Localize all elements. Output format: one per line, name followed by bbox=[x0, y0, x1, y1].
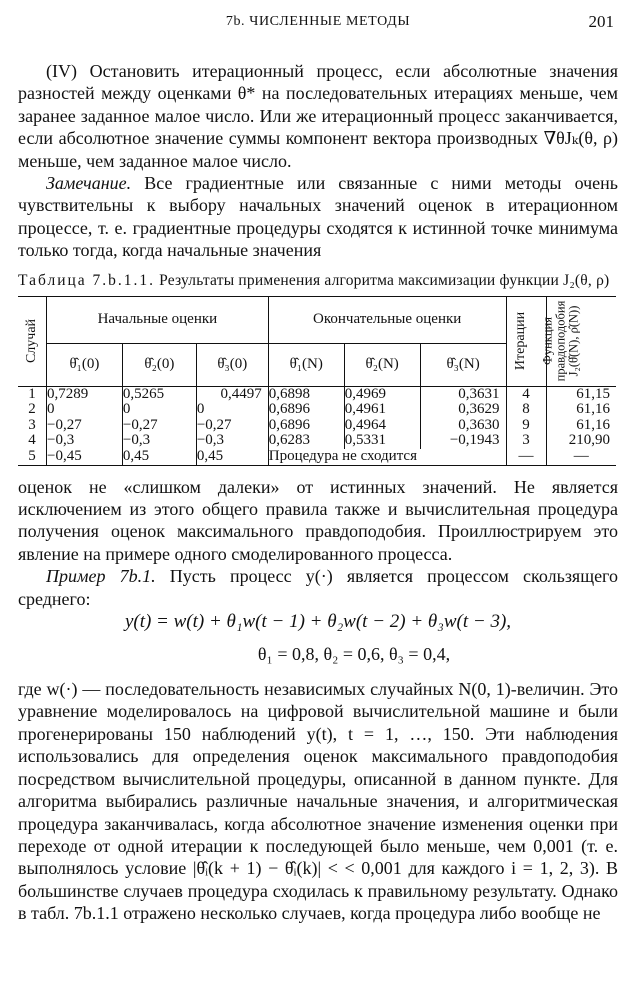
running-head bbox=[18, 8, 618, 34]
col-header-iterations: Итерации bbox=[506, 296, 546, 386]
example-label: Пример 7b.1. bbox=[46, 566, 156, 587]
table-row: 5 −0,45 0,45 0,45 Процедура не сходится — — bbox=[18, 449, 616, 465]
table-row: 1 0,7289 0,5265 0,4497 0,6898 0,4969 0,3631 4 61,15 bbox=[18, 386, 616, 402]
sub-header-initial-3: θ̂₃(0) bbox=[196, 343, 268, 386]
paragraph-example bbox=[18, 565, 618, 610]
col-header-case: Случай bbox=[18, 296, 47, 386]
paragraph-simulation: где w(·) — последовательность независимых случайных N(0, 1)-величин. Это уравнение моделировалось на цифровой вычислительной машине и были прогенерированы 150 наблюдений y(t), t = 1, …, 150. Эти наблюдения использовались для определения оценок максимального правдоподобия посредством вычислительной процедуры, описанной в данном пункте. Для алгоритма выбирались различные начальные значения, и алгоритмическая процедура заканчивалась, когда абсолютное значение изменения оценки при переходе от одной итерации к последующей было меньше, чем 0,001 (т. е. выполнялось условие |θ̂ᵢ(k + 1) − θ̂ᵢ(k)| < < 0,001 для каждого i = 1, 2, 3). В большинстве случаев процедура сходилась к правильному результату. Однако в табл. 7b.1.1 отражено несколько случаев, когда процедура либо вообще не bbox=[18, 679, 618, 924]
equation-ma-process: y(t) = w(t) + θ₁w(t − 1) + θ₂w(t − 2) + θ₃w(t − 3), bbox=[124, 611, 512, 633]
table-row: 3 −0,27 −0,27 −0,27 0,6896 0,4964 0,3630 9 61,16 bbox=[18, 418, 616, 434]
sub-header-final-1: θ̂₁(N) bbox=[268, 343, 344, 386]
equation-parameters: θ₁ = 0,8, θ₂ = 0,6, θ₃ = 0,4, bbox=[257, 644, 451, 665]
table-row: 2 0 0 0 0,6896 0,4961 0,3629 8 61,16 bbox=[18, 402, 616, 418]
running-title: 7b. ЧИСЛЕННЫЕ МЕТОДЫ bbox=[225, 14, 411, 29]
no-convergence-note: Процедура не сходится bbox=[268, 449, 506, 465]
page-number: 201 bbox=[588, 12, 614, 31]
sub-header-initial-2: θ̂₂(0) bbox=[122, 343, 196, 386]
book-page bbox=[18, 8, 618, 925]
sub-header-final-2: θ̂₂(N) bbox=[344, 343, 420, 386]
table-caption bbox=[18, 272, 618, 289]
paragraph-remark bbox=[18, 172, 618, 262]
table-caption-label: Таблица 7.b.1.1. bbox=[18, 271, 156, 289]
col-header-likelihood: Функция правдоподобия J₂(θ̂(N), ρ̂(N)) bbox=[546, 296, 616, 386]
sub-header-initial-1: θ̂₁(0) bbox=[47, 343, 123, 386]
table-row: 4 −0,3 −0,3 −0,3 0,6283 0,5331 −0,1943 3 210,90 bbox=[18, 433, 616, 449]
group-header-initial: Начальные оценки bbox=[47, 296, 269, 343]
group-header-final: Окончательные оценки bbox=[268, 296, 506, 343]
results-table bbox=[18, 296, 616, 466]
table-caption-text: Результаты применения алгоритма максимизации функции J₂(θ, ρ) bbox=[155, 271, 610, 289]
remark-label: Замечание. bbox=[46, 173, 132, 194]
sub-header-final-3: θ̂₃(N) bbox=[420, 343, 506, 386]
remark-text: Все градиентные или связанные с ними методы очень чувствительны к выбору начальных значений оценок в итерационном процессе, т. е. градиентные процедуры сходятся к истинной точке минимума только тогда, когда начальные значения bbox=[18, 173, 618, 261]
example-text: Пусть процесс y(·) является процессом скользящего среднего: bbox=[18, 566, 618, 609]
paragraph-continuation: оценок не «слишком далеки» от истинных значений. Не является исключением из этого общего правила также и вычислительная процедура получения оценок максимального правдоподобия. Проиллюстрируем это явление на примере одного смоделированного процесса. bbox=[18, 476, 618, 564]
paragraph-step-iv: (IV) Остановить итерационный процесс, если абсолютные значения разностей между оценками θ* на последовательных итерациях меньше, чем заранее заданное малое число. Или же итерационный процесс заканчивается, если абсолютное значение суммы компонент вектора производных ∇θJₖ(θ, ρ) меньше, чем заданное малое число. bbox=[18, 61, 618, 171]
